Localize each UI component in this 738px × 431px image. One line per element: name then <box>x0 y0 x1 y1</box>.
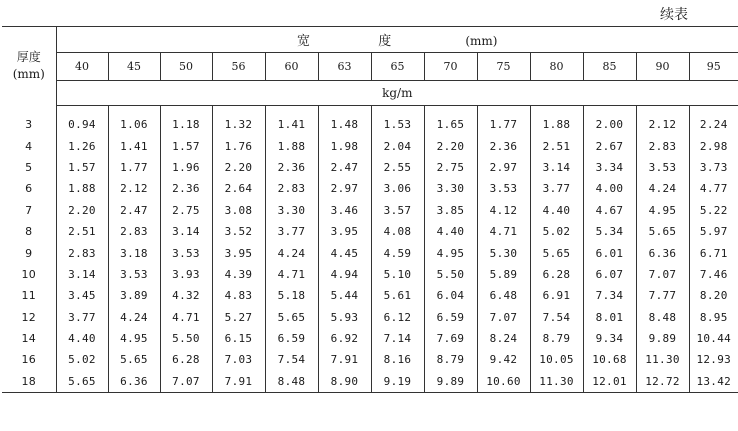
weight-cell: 7.69 <box>424 328 477 349</box>
spacer-cell <box>318 106 371 115</box>
spacer-cell <box>583 106 636 115</box>
weight-cell: 6.15 <box>212 328 265 349</box>
weight-cell: 1.88 <box>56 178 108 199</box>
weight-cell: 1.65 <box>424 114 477 135</box>
weight-cell: 7.46 <box>699 267 728 281</box>
weight-cell: 8.95 <box>699 310 728 324</box>
table-row <box>2 349 738 370</box>
table-row <box>2 328 738 349</box>
weight-cell: 7.54 <box>265 349 318 370</box>
thickness-cell: 10 <box>2 264 56 285</box>
weight-cell: 6.92 <box>318 328 371 349</box>
table-caption: 续表 <box>660 7 688 23</box>
weight-cell: 6.59 <box>424 307 477 328</box>
weight-cell: 5.50 <box>424 264 477 285</box>
weight-cell: 3.34 <box>583 157 636 178</box>
weight-cell: 6.28 <box>160 349 212 370</box>
weight-cell: 3.73 <box>699 160 728 174</box>
weight-cell: 5.93 <box>318 307 371 328</box>
weight-cell: 5.65 <box>636 221 689 242</box>
weight-cell: 7.07 <box>636 264 689 285</box>
weight-cell: 2.20 <box>56 200 108 221</box>
weight-cell: 2.83 <box>636 135 689 156</box>
table-row <box>2 135 738 156</box>
weight-cell: 8.79 <box>424 349 477 370</box>
width-cell: 95 <box>689 53 738 81</box>
thickness-cell: 8 <box>2 221 56 242</box>
width-cell: 56 <box>212 53 265 81</box>
weight-cell: 2.83 <box>265 178 318 199</box>
weight-cell: 3.95 <box>212 242 265 263</box>
weight-cell: 2.20 <box>424 135 477 156</box>
weight-cell: 4.71 <box>160 307 212 328</box>
spacer-cell <box>477 106 530 115</box>
weight-cell: 9.34 <box>583 328 636 349</box>
weight-cell: 3.95 <box>318 221 371 242</box>
table-row <box>2 371 738 393</box>
table-row <box>2 264 738 285</box>
weight-cell: 2.98 <box>699 139 728 153</box>
weight-cell: 8.20 <box>699 289 728 303</box>
weight-cell: 2.83 <box>108 221 160 242</box>
weight-cell: 3.45 <box>56 285 108 306</box>
width-unit: (mm) <box>465 34 498 48</box>
weight-cell: 9.89 <box>636 328 689 349</box>
thickness-header <box>2 27 56 106</box>
weight-cell: 2.51 <box>56 221 108 242</box>
table-row <box>2 114 738 135</box>
weight-cell: 7.14 <box>371 328 424 349</box>
table-row <box>2 307 738 328</box>
weight-cell: 8.48 <box>265 371 318 393</box>
weight-cell: 7.91 <box>318 349 371 370</box>
weight-cell: 6.48 <box>477 285 530 306</box>
weight-cell: 4.95 <box>108 328 160 349</box>
weight-cell: 12.93 <box>696 353 732 367</box>
weight-cell: 7.03 <box>212 349 265 370</box>
weight-cell: 2.36 <box>160 178 212 199</box>
weight-cell: 2.36 <box>265 157 318 178</box>
weight-cell: 8.48 <box>636 307 689 328</box>
weight-cell: 5.27 <box>212 307 265 328</box>
weight-cell: 1.06 <box>108 114 160 135</box>
thickness-cell: 6 <box>2 178 56 199</box>
spacer-cell <box>56 106 108 115</box>
weight-cell: 5.02 <box>530 221 583 242</box>
thickness-cell: 9 <box>2 242 56 263</box>
weight-cell: 10.44 <box>696 332 732 346</box>
weight-cell: 3.30 <box>424 178 477 199</box>
weight-cell: 6.59 <box>265 328 318 349</box>
weight-cell: 9.42 <box>477 349 530 370</box>
width-cell: 45 <box>108 53 160 81</box>
weight-cell: 5.89 <box>477 264 530 285</box>
weight-table <box>2 26 738 393</box>
width-cell: 60 <box>265 53 318 81</box>
weight-cell: 3.52 <box>212 221 265 242</box>
weight-cell: 2.97 <box>477 157 530 178</box>
weight-cell: 6.71 <box>699 246 728 260</box>
weight-cell: 11.30 <box>530 371 583 393</box>
weight-cell: 8.24 <box>477 328 530 349</box>
weight-cell: 2.67 <box>583 135 636 156</box>
weight-cell: 13.42 <box>696 374 732 388</box>
weight-cell: 4.24 <box>265 242 318 263</box>
width-cell: 40 <box>56 53 108 81</box>
width-cell: 85 <box>583 53 636 81</box>
weight-cell: 2.12 <box>108 178 160 199</box>
weight-cell: 5.61 <box>371 285 424 306</box>
spacer-cell <box>212 106 265 115</box>
weight-cell: 5.97 <box>699 225 728 239</box>
weight-cell: 3.77 <box>530 178 583 199</box>
weight-cell: 5.65 <box>108 349 160 370</box>
weight-cell: 4.40 <box>56 328 108 349</box>
weight-cell: 4.95 <box>424 242 477 263</box>
weight-cell: 1.77 <box>477 114 530 135</box>
weight-cell: 2.24 <box>699 118 728 132</box>
weight-cell: 7.07 <box>160 371 212 393</box>
weight-cell: 1.18 <box>160 114 212 135</box>
weight-cell: 5.65 <box>530 242 583 263</box>
weight-cell: 1.26 <box>56 135 108 156</box>
weight-cell: 5.30 <box>477 242 530 263</box>
weight-cell: 12.72 <box>636 371 689 393</box>
weight-cell: 4.83 <box>212 285 265 306</box>
weight-cell: 7.34 <box>583 285 636 306</box>
weight-cell: 5.02 <box>56 349 108 370</box>
weight-cell: 2.36 <box>477 135 530 156</box>
weight-cell: 5.44 <box>318 285 371 306</box>
width-cell: 70 <box>424 53 477 81</box>
weight-cell: 6.36 <box>108 371 160 393</box>
thickness-cell: 16 <box>2 349 56 370</box>
weight-cell: 4.32 <box>160 285 212 306</box>
table-row <box>2 242 738 263</box>
weight-cell: 1.32 <box>212 114 265 135</box>
unit-header: kg/m <box>56 81 738 106</box>
thickness-cell: 4 <box>2 135 56 156</box>
weight-cell: 0.94 <box>56 114 108 135</box>
weight-cell: 3.53 <box>160 242 212 263</box>
weight-cell: 7.77 <box>636 285 689 306</box>
weight-cell: 10.05 <box>530 349 583 370</box>
width-cell: 75 <box>477 53 530 81</box>
weight-cell: 3.85 <box>424 200 477 221</box>
weight-cell: 2.75 <box>160 200 212 221</box>
weight-cell: 9.89 <box>424 371 477 393</box>
weight-cell: 6.28 <box>530 264 583 285</box>
weight-cell: 11.30 <box>636 349 689 370</box>
weight-cell: 1.48 <box>318 114 371 135</box>
weight-cell: 4.39 <box>212 264 265 285</box>
weight-cell: 3.53 <box>636 157 689 178</box>
weight-cell: 3.14 <box>56 264 108 285</box>
weight-cell: 3.18 <box>108 242 160 263</box>
thickness-cell: 12 <box>2 307 56 328</box>
weight-cell: 2.12 <box>636 114 689 135</box>
weight-cell: 2.47 <box>108 200 160 221</box>
weight-cell: 5.65 <box>56 371 108 393</box>
weight-cell: 7.07 <box>477 307 530 328</box>
spacer-cell <box>160 106 212 115</box>
spacer-cell <box>636 106 689 115</box>
weight-cell: 3.53 <box>108 264 160 285</box>
weight-cell: 3.06 <box>371 178 424 199</box>
table-row <box>2 157 738 178</box>
weight-cell: 3.30 <box>265 200 318 221</box>
weight-cell: 4.08 <box>371 221 424 242</box>
width-values-row <box>2 53 738 81</box>
width-cell: 50 <box>160 53 212 81</box>
weight-cell: 4.24 <box>636 178 689 199</box>
thickness-label: 厚度 <box>16 50 41 65</box>
weight-cell: 2.51 <box>530 135 583 156</box>
weight-cell: 6.12 <box>371 307 424 328</box>
spacer-cell <box>265 106 318 115</box>
weight-cell: 4.77 <box>699 182 728 196</box>
weight-cell: 4.40 <box>424 221 477 242</box>
weight-cell: 6.04 <box>424 285 477 306</box>
weight-cell: 1.57 <box>56 157 108 178</box>
weight-cell: 5.34 <box>583 221 636 242</box>
weight-cell: 1.96 <box>160 157 212 178</box>
weight-cell: 2.75 <box>424 157 477 178</box>
weight-cell: 2.00 <box>583 114 636 135</box>
weight-cell: 4.45 <box>318 242 371 263</box>
table-row <box>2 221 738 242</box>
table-row <box>2 285 738 306</box>
weight-cell: 4.24 <box>108 307 160 328</box>
weight-cell: 4.95 <box>636 200 689 221</box>
thickness-cell: 5 <box>2 157 56 178</box>
width-cell: 63 <box>318 53 371 81</box>
table-row <box>2 200 738 221</box>
weight-cell: 8.01 <box>583 307 636 328</box>
thickness-cell: 18 <box>2 371 56 393</box>
spacer-row <box>2 106 738 115</box>
weight-cell: 3.08 <box>212 200 265 221</box>
width-cell: 80 <box>530 53 583 81</box>
weight-cell: 2.20 <box>212 157 265 178</box>
weight-cell: 1.57 <box>160 135 212 156</box>
weight-cell: 9.19 <box>371 371 424 393</box>
weight-cell: 2.97 <box>318 178 371 199</box>
weight-cell: 3.53 <box>477 178 530 199</box>
thickness-unit: (mm) <box>12 67 45 82</box>
weight-cell: 4.40 <box>530 200 583 221</box>
spacer-cell <box>424 106 477 115</box>
width-header <box>56 27 738 53</box>
weight-cell: 5.22 <box>699 203 728 217</box>
weight-cell: 4.71 <box>265 264 318 285</box>
weight-cell: 4.59 <box>371 242 424 263</box>
weight-cell: 7.91 <box>212 371 265 393</box>
table-row <box>2 178 738 199</box>
width-label-b: 度 <box>378 34 392 49</box>
weight-cell: 1.76 <box>212 135 265 156</box>
weight-cell: 4.71 <box>477 221 530 242</box>
weight-cell: 2.55 <box>371 157 424 178</box>
weight-cell: 1.53 <box>371 114 424 135</box>
weight-cell: 1.41 <box>265 114 318 135</box>
weight-cell: 12.01 <box>583 371 636 393</box>
weight-cell: 3.89 <box>108 285 160 306</box>
width-label-a: 宽 <box>297 34 311 49</box>
weight-cell: 3.93 <box>160 264 212 285</box>
spacer-cell <box>689 106 738 115</box>
thickness-cell: 14 <box>2 328 56 349</box>
weight-cell: 1.41 <box>108 135 160 156</box>
weight-cell: 5.10 <box>371 264 424 285</box>
weight-cell: 3.77 <box>265 221 318 242</box>
weight-cell: 2.47 <box>318 157 371 178</box>
weight-cell: 6.91 <box>530 285 583 306</box>
weight-cell: 3.14 <box>530 157 583 178</box>
weight-cell: 4.94 <box>318 264 371 285</box>
weight-cell: 3.46 <box>318 200 371 221</box>
thickness-cell: 11 <box>2 285 56 306</box>
weight-cell: 2.04 <box>371 135 424 156</box>
width-cell: 90 <box>636 53 689 81</box>
weight-cell: 3.77 <box>56 307 108 328</box>
weight-cell: 7.54 <box>530 307 583 328</box>
weight-cell: 10.60 <box>477 371 530 393</box>
weight-cell: 3.14 <box>160 221 212 242</box>
weight-cell: 1.98 <box>318 135 371 156</box>
weight-cell: 3.57 <box>371 200 424 221</box>
weight-cell: 8.16 <box>371 349 424 370</box>
spacer-cell <box>371 106 424 115</box>
table-body <box>2 106 738 393</box>
weight-cell: 4.12 <box>477 200 530 221</box>
weight-cell: 4.67 <box>583 200 636 221</box>
weight-cell: 1.77 <box>108 157 160 178</box>
weight-cell: 8.79 <box>530 328 583 349</box>
spacer-cell <box>2 106 56 115</box>
weight-cell: 8.90 <box>318 371 371 393</box>
thickness-cell: 7 <box>2 200 56 221</box>
weight-cell: 4.00 <box>583 178 636 199</box>
weight-cell: 2.83 <box>56 242 108 263</box>
weight-cell: 5.50 <box>160 328 212 349</box>
spacer-cell <box>108 106 160 115</box>
weight-cell: 6.01 <box>583 242 636 263</box>
spacer-cell <box>530 106 583 115</box>
width-cell: 65 <box>371 53 424 81</box>
weight-cell: 1.88 <box>265 135 318 156</box>
weight-cell: 5.18 <box>265 285 318 306</box>
weight-cell: 10.68 <box>583 349 636 370</box>
thickness-cell: 3 <box>2 114 56 135</box>
weight-cell: 1.88 <box>530 114 583 135</box>
weight-cell: 5.65 <box>265 307 318 328</box>
weight-cell: 6.07 <box>583 264 636 285</box>
weight-cell: 6.36 <box>636 242 689 263</box>
weight-cell: 2.64 <box>212 178 265 199</box>
